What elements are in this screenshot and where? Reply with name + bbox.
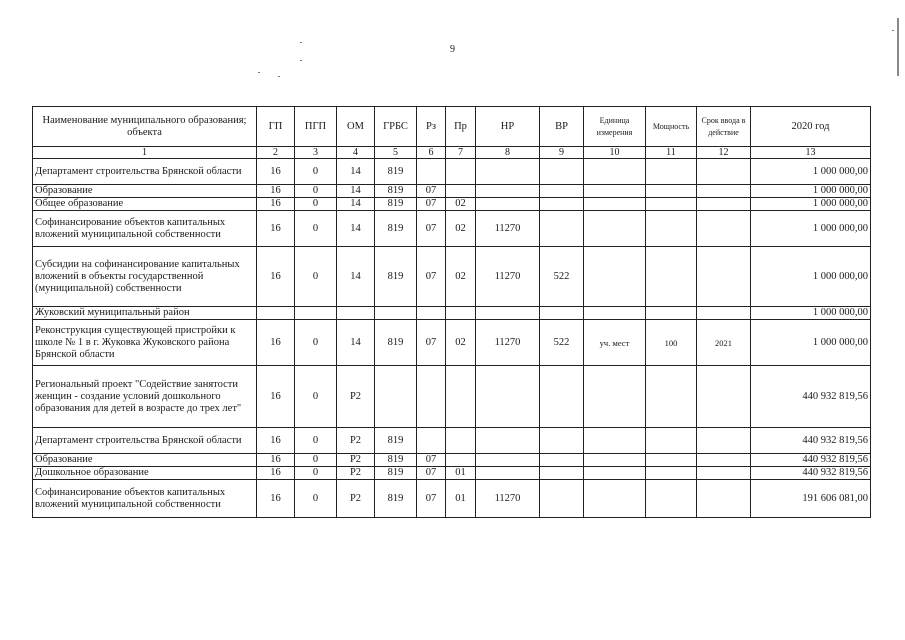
vr-cell [540,198,584,211]
column-number: 1 [33,147,257,159]
scan-speck [892,30,894,31]
header-capacity: Мощность [646,107,697,147]
nr-cell: 11270 [476,480,540,518]
grbs-cell: 819 [375,185,417,198]
nr-cell [476,185,540,198]
unit-cell [584,159,646,185]
object-name: Региональный проект "Содействие занятости женщин - создание условий дошкольного образования для детей в возрасте до трех лет" [33,366,257,428]
scan-edge-mark [897,18,899,76]
amount-cell: 1 000 000,00 [751,320,871,366]
amount-cell: 191 606 081,00 [751,480,871,518]
om-cell [337,307,375,320]
unit-cell [584,307,646,320]
pgp-cell: 0 [295,480,337,518]
amount-cell: 440 932 819,56 [751,467,871,480]
table-row [33,198,871,211]
om-cell: P2 [337,454,375,467]
pgp-cell: 0 [295,428,337,454]
rz-cell: 07 [417,320,446,366]
om-cell: 14 [337,185,375,198]
amount-cell: 1 000 000,00 [751,159,871,185]
capacity-cell [646,467,697,480]
deadline-cell [697,185,751,198]
column-number: 7 [446,147,476,159]
capacity-cell [646,198,697,211]
deadline-cell [697,467,751,480]
pr-cell: 01 [446,467,476,480]
amount-cell: 440 932 819,56 [751,366,871,428]
nr-cell [476,467,540,480]
object-name: Реконструкция существующей пристройки к школе № 1 в г. Жуковка Жуковского района Брянской области [33,320,257,366]
unit-cell [584,198,646,211]
header-pgp: ПГП [295,107,337,147]
grbs-cell: 819 [375,428,417,454]
gp-cell: 16 [257,366,295,428]
rz-cell [417,366,446,428]
pr-cell [446,159,476,185]
om-cell: 14 [337,211,375,247]
rz-cell: 07 [417,480,446,518]
om-cell: 14 [337,159,375,185]
grbs-cell: 819 [375,480,417,518]
grbs-cell [375,366,417,428]
pr-cell [446,366,476,428]
object-name: Общее образование [33,198,257,211]
rz-cell: 07 [417,198,446,211]
vr-cell [540,366,584,428]
column-number: 9 [540,147,584,159]
object-name: Софинансирование объектов капитальных вложений муниципальной собственности [33,480,257,518]
vr-cell [540,185,584,198]
pr-cell: 01 [446,480,476,518]
om-cell: P2 [337,366,375,428]
deadline-cell [697,211,751,247]
column-number: 4 [337,147,375,159]
table-row [33,480,871,518]
scan-speck [300,42,302,43]
rz-cell: 07 [417,454,446,467]
pr-cell [446,428,476,454]
capacity-cell [646,247,697,307]
header-deadline: Срок ввода в действие [697,107,751,147]
amount-cell: 1 000 000,00 [751,247,871,307]
table-row [33,185,871,198]
header-year: 2020 год [751,107,871,147]
gp-cell: 16 [257,428,295,454]
pgp-cell [295,307,337,320]
header-name: Наименование муниципального образования; объекта [33,107,257,147]
vr-cell [540,454,584,467]
nr-cell [476,454,540,467]
capacity-cell [646,454,697,467]
nr-cell [476,307,540,320]
object-name: Образование [33,454,257,467]
column-number: 12 [697,147,751,159]
pgp-cell: 0 [295,320,337,366]
nr-cell: 11270 [476,211,540,247]
object-name: Образование [33,185,257,198]
pr-cell: 02 [446,211,476,247]
table-row [33,247,871,307]
capacity-cell: 100 [646,320,697,366]
gp-cell: 16 [257,159,295,185]
capacity-cell [646,366,697,428]
table-row [33,307,871,320]
nr-cell [476,198,540,211]
unit-cell [584,185,646,198]
pr-cell [446,454,476,467]
deadline-cell [697,366,751,428]
vr-cell [540,428,584,454]
column-number: 8 [476,147,540,159]
scan-speck [300,60,302,61]
vr-cell: 522 [540,247,584,307]
column-number: 5 [375,147,417,159]
pgp-cell: 0 [295,159,337,185]
header-gp: ГП [257,107,295,147]
deadline-cell [697,307,751,320]
deadline-cell [697,159,751,185]
grbs-cell: 819 [375,320,417,366]
pgp-cell: 0 [295,185,337,198]
gp-cell: 16 [257,211,295,247]
unit-cell [584,247,646,307]
rz-cell [417,159,446,185]
column-number: 10 [584,147,646,159]
pgp-cell: 0 [295,198,337,211]
capacity-cell [646,159,697,185]
column-number: 3 [295,147,337,159]
vr-cell [540,159,584,185]
rz-cell: 07 [417,467,446,480]
nr-cell: 11270 [476,247,540,307]
unit-cell [584,366,646,428]
om-cell: P2 [337,480,375,518]
gp-cell: 16 [257,247,295,307]
object-name: Субсидии на софинансирование капитальных вложений в объекты государственной (муниципальной) собственности [33,247,257,307]
deadline-cell [697,480,751,518]
amount-cell: 1 000 000,00 [751,198,871,211]
rz-cell [417,428,446,454]
capacity-cell [646,185,697,198]
vr-cell [540,480,584,518]
capacity-cell [646,307,697,320]
vr-cell [540,307,584,320]
pr-cell [446,307,476,320]
table-row [33,454,871,467]
gp-cell: 16 [257,185,295,198]
pr-cell: 02 [446,320,476,366]
table-row [33,159,871,185]
table-row [33,428,871,454]
om-cell: 14 [337,198,375,211]
column-number: 2 [257,147,295,159]
header-row [33,107,871,147]
object-name: Жуковский муниципальный район [33,307,257,320]
object-name: Дошкольное образование [33,467,257,480]
gp-cell [257,307,295,320]
object-name: Софинансирование объектов капитальных вложений муниципальной собственности [33,211,257,247]
pgp-cell: 0 [295,467,337,480]
gp-cell: 16 [257,467,295,480]
nr-cell [476,366,540,428]
unit-cell [584,467,646,480]
column-number-row [33,147,871,159]
amount-cell: 1 000 000,00 [751,307,871,320]
gp-cell: 16 [257,480,295,518]
header-rz: Рз [417,107,446,147]
pgp-cell: 0 [295,454,337,467]
vr-cell: 522 [540,320,584,366]
vr-cell [540,467,584,480]
amount-cell: 440 932 819,56 [751,454,871,467]
table-row [33,467,871,480]
grbs-cell: 819 [375,247,417,307]
grbs-cell: 819 [375,467,417,480]
column-number: 6 [417,147,446,159]
header-unit: Единица измерения [584,107,646,147]
unit-cell: уч. мест [584,320,646,366]
unit-cell [584,480,646,518]
header-om: ОМ [337,107,375,147]
grbs-cell: 819 [375,454,417,467]
amount-cell: 1 000 000,00 [751,211,871,247]
grbs-cell: 819 [375,211,417,247]
pr-cell [446,185,476,198]
rz-cell: 07 [417,185,446,198]
scan-speck [278,76,280,77]
column-number: 11 [646,147,697,159]
capacity-cell [646,428,697,454]
object-name: Департамент строительства Брянской области [33,428,257,454]
pgp-cell: 0 [295,366,337,428]
pr-cell: 02 [446,198,476,211]
pgp-cell: 0 [295,247,337,307]
capacity-cell [646,211,697,247]
header-pr: Пр [446,107,476,147]
om-cell: P2 [337,428,375,454]
unit-cell [584,454,646,467]
deadline-cell [697,247,751,307]
rz-cell: 07 [417,211,446,247]
budget-table [32,106,871,518]
table-row [33,211,871,247]
header-nr: НР [476,107,540,147]
nr-cell [476,159,540,185]
om-cell: 14 [337,320,375,366]
om-cell: P2 [337,467,375,480]
nr-cell: 11270 [476,320,540,366]
gp-cell: 16 [257,198,295,211]
object-name: Департамент строительства Брянской области [33,159,257,185]
pgp-cell: 0 [295,211,337,247]
deadline-cell [697,454,751,467]
unit-cell [584,428,646,454]
grbs-cell: 819 [375,198,417,211]
pr-cell: 02 [446,247,476,307]
gp-cell: 16 [257,320,295,366]
grbs-cell [375,307,417,320]
amount-cell: 440 932 819,56 [751,428,871,454]
table-row [33,366,871,428]
rz-cell: 07 [417,247,446,307]
header-vr: ВР [540,107,584,147]
grbs-cell: 819 [375,159,417,185]
amount-cell: 1 000 000,00 [751,185,871,198]
table-row [33,320,871,366]
capacity-cell [646,480,697,518]
rz-cell [417,307,446,320]
gp-cell: 16 [257,454,295,467]
deadline-cell: 2021 [697,320,751,366]
column-number: 13 [751,147,871,159]
scan-speck [258,72,260,73]
vr-cell [540,211,584,247]
nr-cell [476,428,540,454]
deadline-cell [697,198,751,211]
om-cell: 14 [337,247,375,307]
deadline-cell [697,428,751,454]
page-number: 9 [450,44,455,55]
unit-cell [584,211,646,247]
header-grbs: ГРБС [375,107,417,147]
